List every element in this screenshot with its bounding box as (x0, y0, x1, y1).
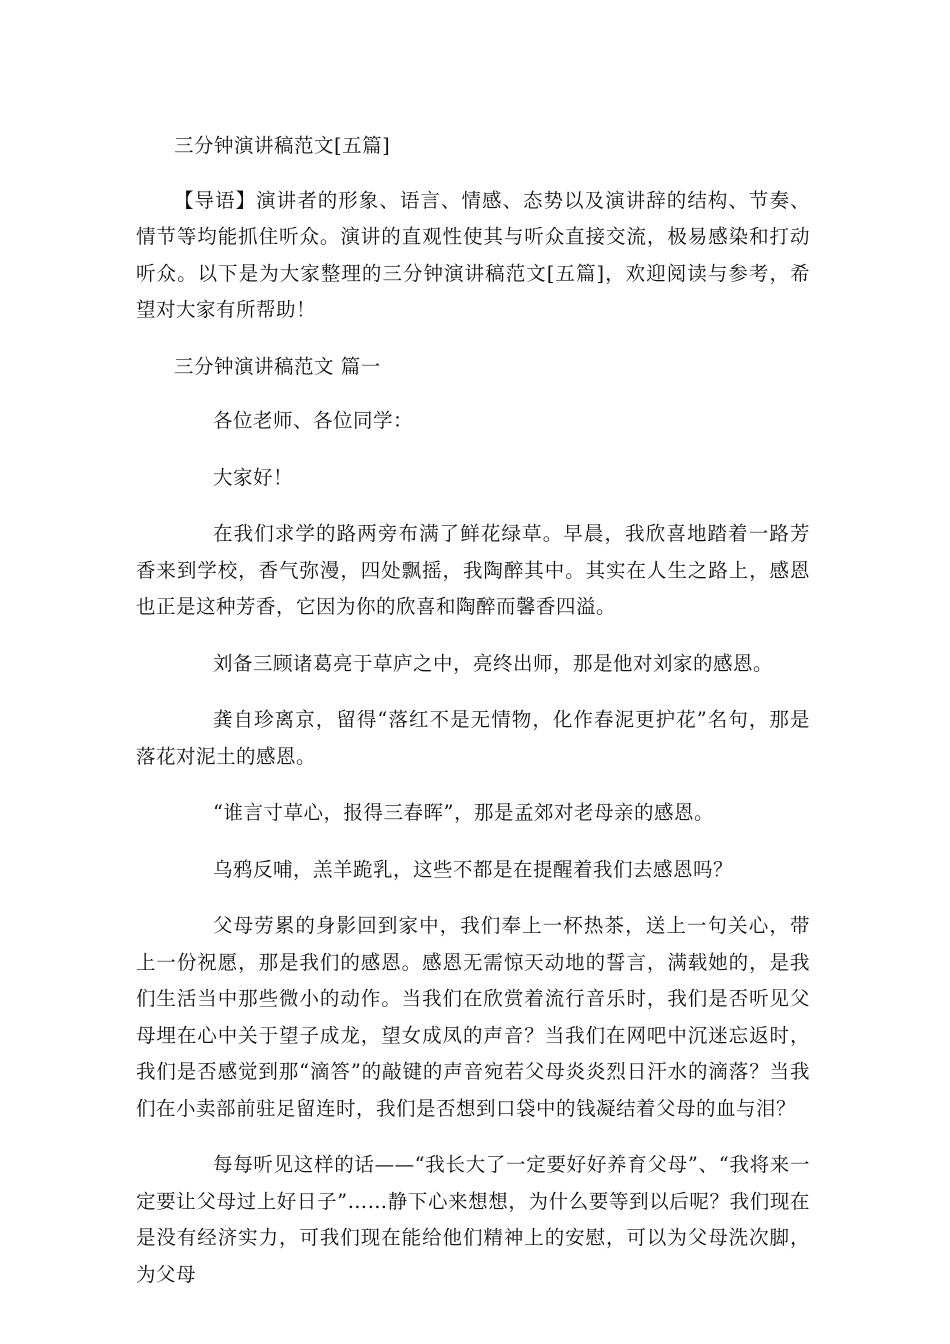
body-paragraph: 每每听见这样的话——“我长大了一定要好好养育父母”、“我将来一定要让父母过上好日子”……静下心来想想，为什么要等到以后呢？我们现在是没有经济实力，可我们现在能给他们精神上的安慰，可以为父母洗次脚，为父母 (136, 1153, 810, 1286)
intro-paragraph: 【导语】演讲者的形象、语言、情感、态势以及演讲辞的结构、节奏、情节等均能抓住听众。演讲的直观性使其与听众直接交流，极易感染和打动听众。以下是为大家整理的三分钟演讲稿范文[五篇]，欢迎阅读与参考，希望对大家有所帮助！ (136, 188, 810, 321)
body-paragraph: 刘备三顾诸葛亮于草庐之中，亮终出师，那是他对刘家的感恩。 (213, 651, 774, 675)
section-heading: 三分钟演讲稿范文 篇一 (174, 354, 381, 378)
body-paragraph: 父母劳累的身影回到家中，我们奉上一杯热茶，送上一句关心，带上一份祝愿，那是我们的感恩。感恩无需惊天动地的誓言，满载她的，是我们生活当中那些微小的动作。当我们在欣赏着流行音乐时，我们是否听见父母埋在心中关于望子成龙，望女成凤的声音？当我们在网吧中沉迷忘返时，我们是否感觉到那“滴答”的敲键的声音宛若父母炎炎烈日汗水的滴落？当我们在小卖部前驻足留连时，我们是否想到口袋中的钱凝结着父母的血与泪？ (136, 914, 810, 1120)
body-paragraph: 大家好！ (213, 465, 294, 489)
body-paragraph: “谁言寸草心，报得三春晖”，那是孟郊对老母亲的感恩。 (213, 801, 714, 824)
body-paragraph: 乌鸦反哺，羔羊跪乳，这些不都是在提醒着我们去感恩吗？ (213, 857, 734, 881)
body-paragraph: 在我们求学的路两旁布满了鲜花绿草。早晨，我欣喜地踏着一路芳香来到学校，香气弥漫，四处飘摇，我陶醉其中。其实在人生之路上，感恩也正是这种芳香，它因为你的欣喜和陶醉而馨香四溢。 (136, 522, 810, 618)
document-body (136, 128, 810, 1313)
body-paragraph: 各位老师、各位同学： (213, 409, 414, 432)
body-paragraph: 龚自珍离京，留得“落红不是无情物，化作春泥更护花”名句，那是落花对泥土的感恩。 (136, 708, 810, 768)
document-title: 三分钟演讲稿范文[五篇] (174, 134, 391, 157)
